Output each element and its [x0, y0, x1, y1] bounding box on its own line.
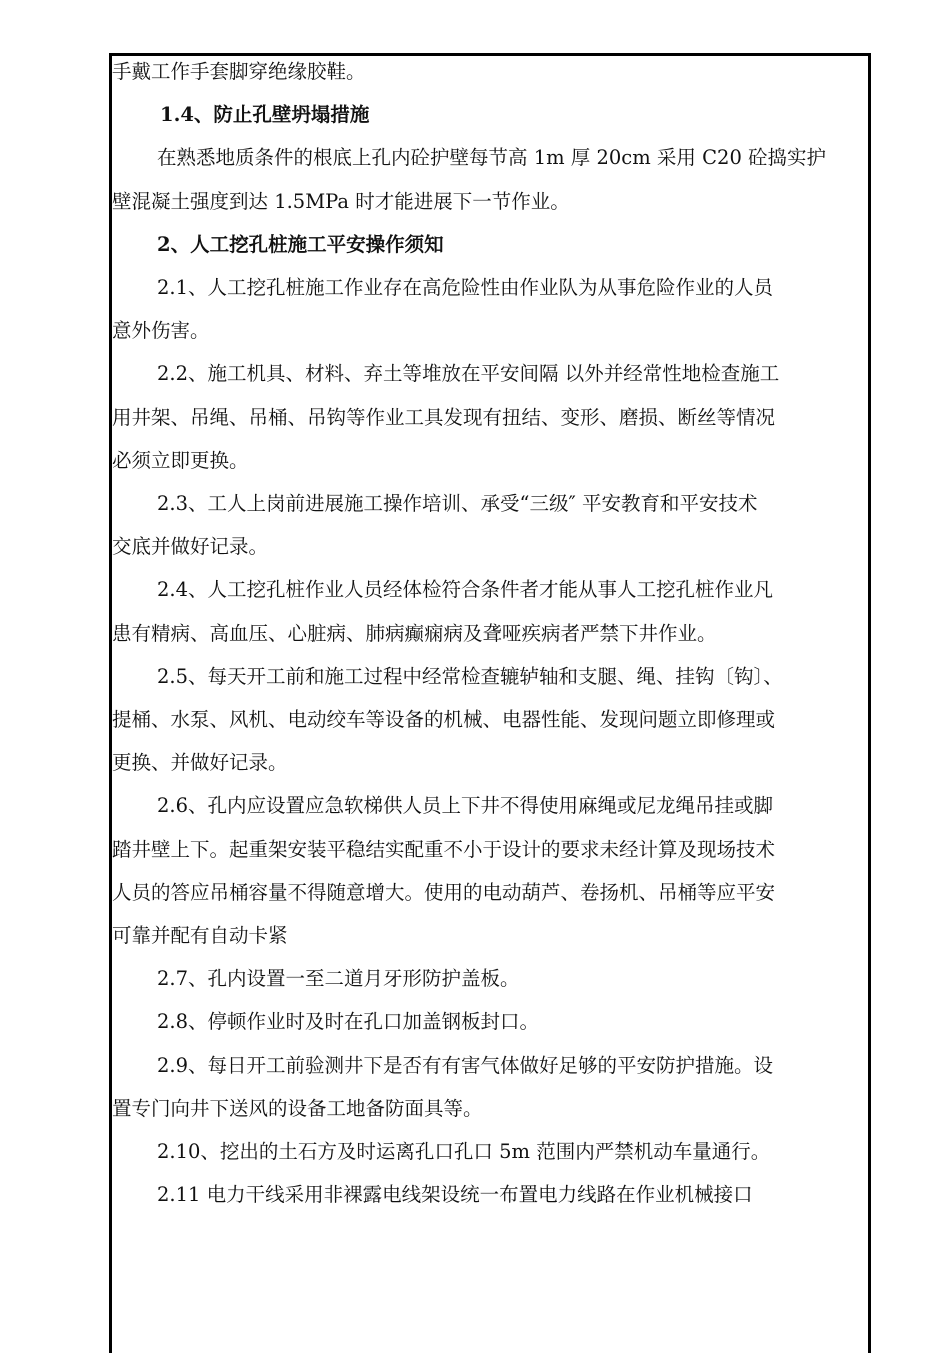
text-line: 患有精病、高血压、心脏病、肺病癫痫病及聋哑疾病者严禁下井作业。	[112, 621, 717, 645]
text-line: 2.5、每天开工前和施工过程中经常检查辘轳轴和支腿、绳、挂钩〔钩〕、	[157, 664, 783, 688]
text-line: 2.11 电力干线采用非裸露电线架设统一布置电力线路在作业机械接口	[157, 1183, 753, 1207]
text-line: 2.9、每日开工前验测井下是否有有害气体做好足够的平安防护措施。设	[157, 1053, 774, 1077]
text-line: 2.2、施工机具、材料、弃土等堆放在平安间隔 以外并经常性地检查施工	[157, 362, 780, 386]
text-line: 必须立即更换。	[112, 448, 249, 472]
section-heading-2: 2、人工挖孔桩施工平安操作须知	[157, 232, 444, 256]
document-body	[112, 50, 870, 1216]
text-line: 置专门向井下送风的设备工地备防面具等。	[112, 1096, 483, 1120]
text-line: 提桶、水泵、风机、电动绞车等设备的机械、电器性能、发现问题立即修理或	[112, 708, 776, 732]
text-line: 踏井壁上下。起重架安装平稳结实配重不小于设计的要求未经计算及现场技术	[112, 837, 776, 861]
text-line: 更换、并做好记录。	[112, 751, 288, 775]
text-line: 2.6、孔内应设置应急软梯供人员上下井不得使用麻绳或尼龙绳吊挂或脚	[157, 794, 774, 818]
text-line: 2.7、孔内设置一至二道月牙形防护盖板。	[157, 967, 520, 991]
text-line: 手戴工作手套脚穿绝缘胶鞋。	[112, 60, 366, 83]
section-heading-1-4: 1.4、防止孔壁坍塌措施	[160, 103, 370, 127]
text-line: 交底并做好记录。	[112, 535, 269, 559]
text-line: 人员的答应吊桶容量不得随意增大。使用的电动葫芦、卷扬机、吊桶等应平安	[112, 880, 776, 904]
text-line: 在熟悉地质条件的根底上孔内砼护壁每节高 1m 厚 20cm 采用 C20 砼捣实护	[157, 146, 827, 170]
text-line: 2.4、人工挖孔桩作业人员经体检符合条件者才能从事人工挖孔桩作业凡	[157, 578, 774, 602]
text-line: 用井架、吊绳、吊桶、吊钩等作业工具发现有扭结、变形、磨损、断丝等情况	[112, 405, 776, 429]
text-line: 2.8、停顿作业时及时在孔口加盖钢板封口。	[157, 1010, 540, 1034]
text-line: 可靠并配有自动卡紧	[112, 924, 288, 948]
text-line: 意外伤害。	[112, 319, 210, 343]
text-line: 2.1、人工挖孔桩施工作业存在高危险性由作业队为从事危险作业的人员	[157, 276, 774, 300]
text-line: 2.10、挖出的土石方及时运离孔口孔口 5m 范围内严禁机动车量通行。	[157, 1140, 771, 1164]
text-line: 壁混凝土强度到达 1.5MPa 时才能进展下一节作业。	[112, 189, 570, 213]
text-line: 2.3、工人上岗前进展施工操作培训、承受“三级″ 平安教育和平安技术	[157, 492, 758, 516]
